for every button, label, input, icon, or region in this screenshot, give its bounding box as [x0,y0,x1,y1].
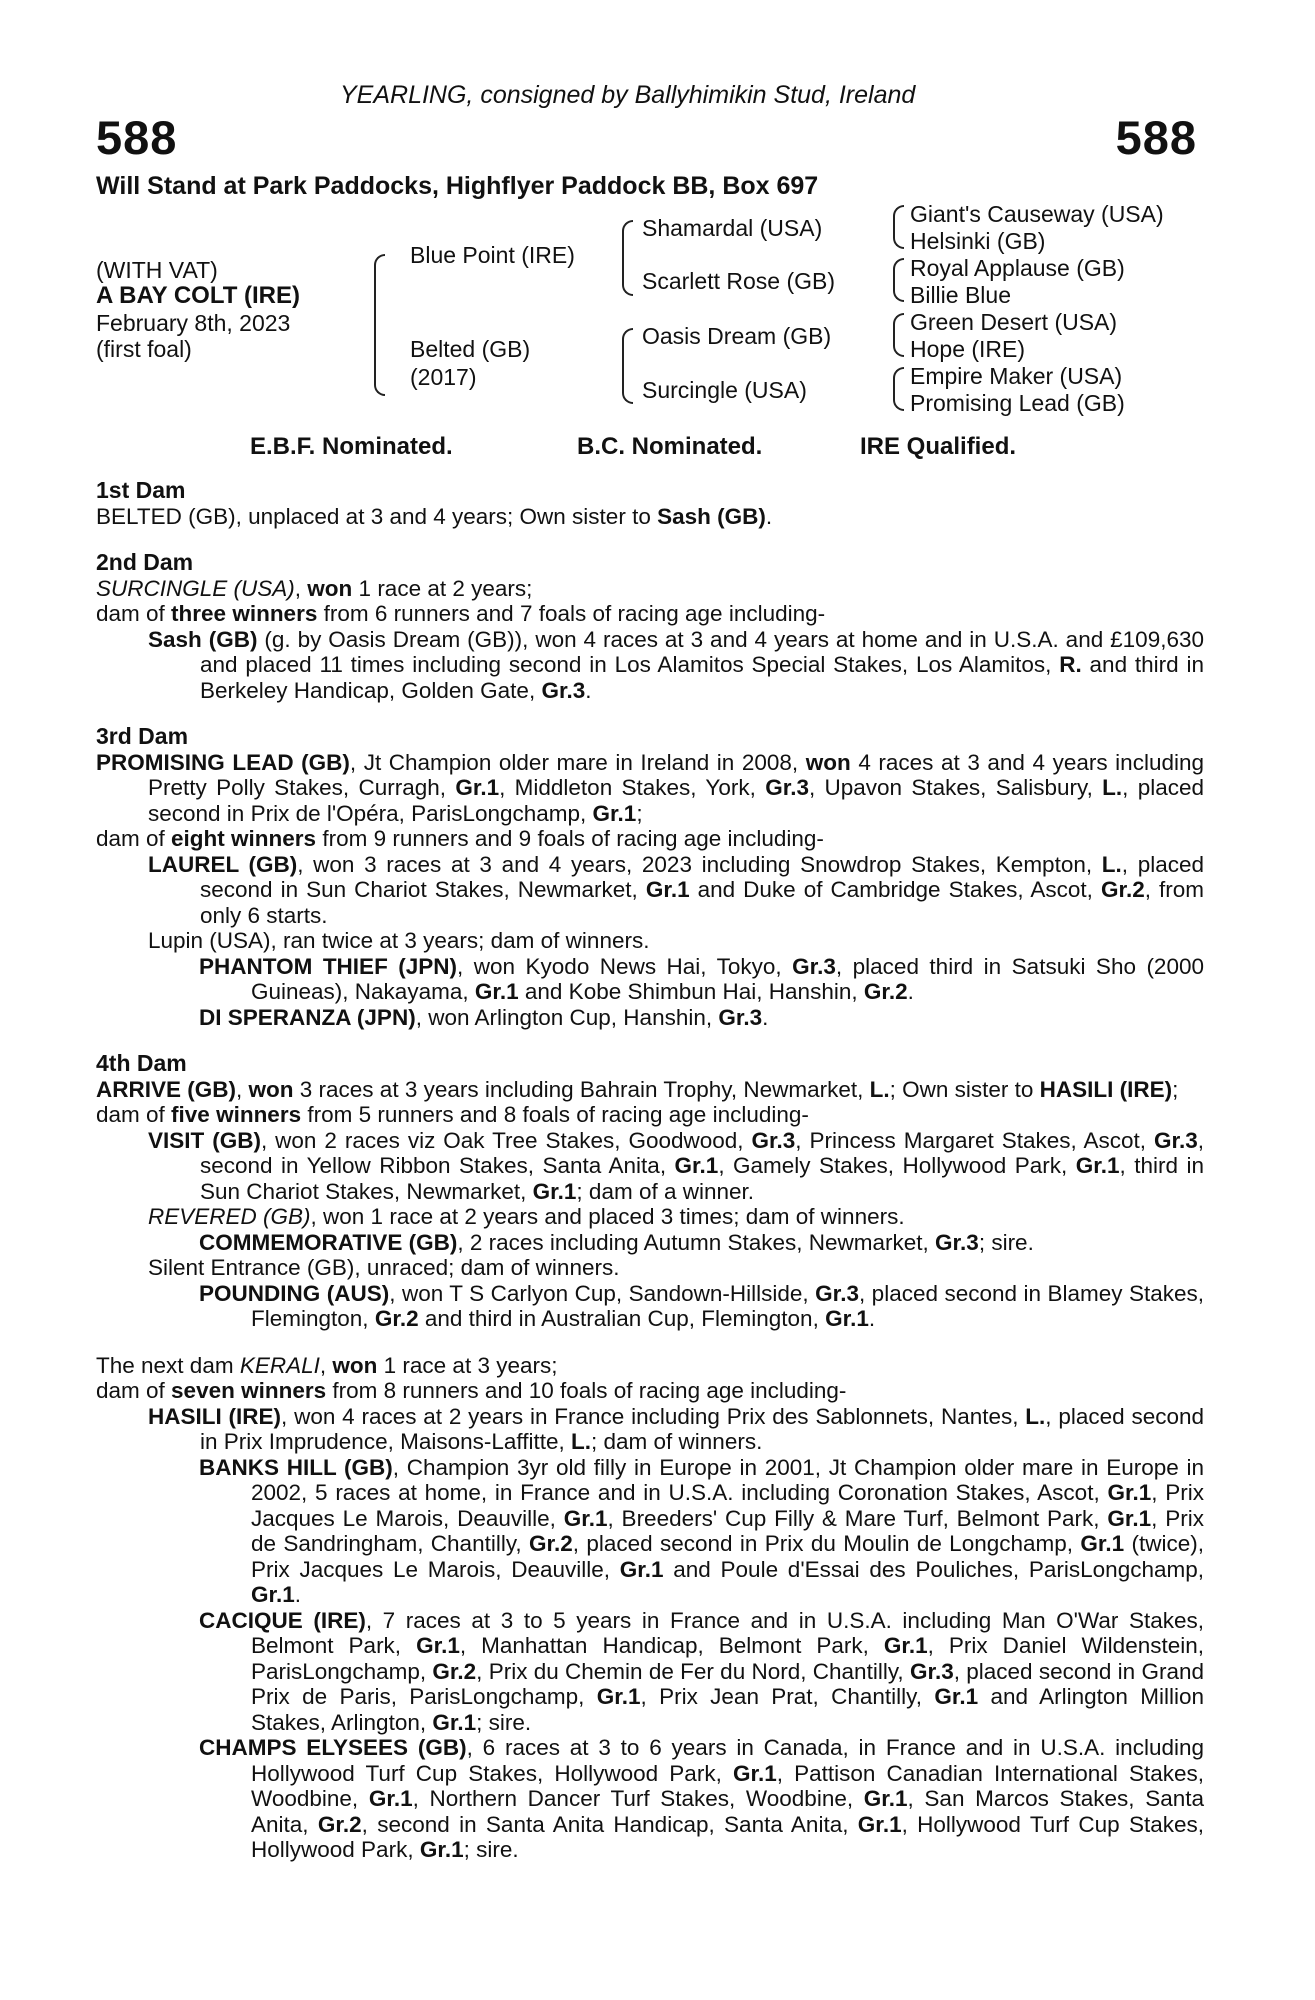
text-run: The next dam [96,1352,240,1378]
text-run: BELTED (GB), unplaced at 3 and 4 years; Own sister to [96,503,658,529]
text-run: and Arlington Million Stakes, Arlington, [251,1684,1204,1735]
text-run: from 6 runners and 7 foals of racing age including- [317,601,826,626]
bold-text: Gr.3 [751,1127,796,1153]
text-run: 4 races at 3 and 4 years including Pretty Polly Stakes, Curragh, [148,749,1204,800]
text-run: . [762,1004,769,1030]
text-run: ; sire. [978,1229,1034,1255]
bold-text: Gr.2 [432,1658,477,1684]
section-heading: 1st Dam [96,477,186,503]
entry-line [96,852,1204,929]
text-run: , [236,1076,249,1102]
text-run: ; sire. [463,1837,519,1862]
bold-text: seven winners [171,1378,327,1403]
entry-line [96,504,1204,530]
bold-text: Gr.1 [619,1556,664,1582]
bold-text: Gr.2 [863,979,908,1004]
bold-text: Gr.3 [718,1004,763,1030]
text-run: , Upavon Stakes, Salisbury, [808,775,1103,800]
entry-line [96,601,1204,627]
text-run: , second in Santa Anita Handicap, Santa Anita, [361,1811,858,1837]
bc-nomination: B.C. Nominated. [577,433,763,460]
bold-text: L. [1101,851,1122,877]
bold-text: won [332,1352,378,1378]
ire-qualification: IRE Qualified. [860,433,1017,460]
bold-text: Gr.3 [765,775,809,800]
bold-text: Gr.3 [1153,1127,1198,1153]
bold-text: BANKS HILL (GB) [199,1454,393,1480]
text-run: from 5 runners and 8 foals of racing age including- [301,1102,809,1127]
horse-name: A BAY COLT (IRE) [96,282,301,309]
text-run: , Hollywood Turf Cup Stakes, Hollywood Park, [251,1811,1204,1862]
bold-text: Gr.1 [934,1684,979,1709]
brace-ggp-1 [893,205,904,249]
bold-text: Sash (GB) [148,626,258,652]
dam-name: Belted (GB) [410,336,531,362]
bold-text: Gr.1 [474,979,519,1004]
bold-text: Gr.3 [792,953,836,979]
ggp-helsinki: Helsinki (GB) [910,228,1046,254]
bold-text: CHAMPS ELYSEES (GB) [199,1735,467,1760]
ggp-giants-causeway: Giant's Causeway (USA) [910,201,1164,227]
text-run: , Prix Jacques Le Marois, Deauville, [251,1480,1204,1531]
text-run: , from only 6 starts. [200,877,1204,928]
text-run: . [294,1582,302,1607]
bold-text: Gr.2 [1100,877,1145,902]
text-run: and third in Australian Cup, Flemington, [418,1306,826,1331]
entry-line [96,1255,1204,1281]
bold-text: Gr.1 [532,1178,577,1204]
text-run: . [868,1306,876,1331]
bold-text: Gr.1 [419,1837,464,1862]
bold-text: PROMISING LEAD (GB) [96,749,350,775]
bold-text: Gr.1 [732,1760,777,1786]
bold-text: Gr.1 [883,1633,928,1658]
bold-text: Gr.1 [416,1633,460,1658]
text-run: , Pattison Canadian International Stakes, Woodbine, [251,1760,1204,1811]
bold-text: Gr.3 [935,1229,979,1255]
bold-text: Gr.3 [541,677,586,703]
bold-text: Gr.1 [596,1684,641,1709]
entry-line [96,1378,1204,1404]
bold-text: L. [1102,775,1123,800]
bold-text: Gr.1 [674,1153,719,1178]
entry-line [96,1204,1204,1230]
text-run: , Prix du Chemin de Fer du Nord, Chantilly, [476,1658,910,1684]
text-run: , won Kyodo News Hai, Tokyo, [457,953,793,979]
bold-text: five winners [171,1102,302,1127]
italic-text: KERALI [239,1352,320,1378]
dam-section [96,550,1204,703]
text-run: ; [1172,1076,1179,1102]
entry-line [96,1128,1204,1205]
bold-text: R. [1059,652,1082,677]
text-run: , 6 races at 3 to 6 years in Canada, in France and in U.S.A. including Hollywood Turf Cup Stakes, Hollywood Park, [251,1735,1204,1786]
bold-text: DI SPERANZA (JPN) [199,1004,416,1030]
text-run: . [907,979,914,1004]
entry-line [96,826,1204,852]
text-run: ; [636,800,643,826]
entry-line [96,1735,1204,1863]
bold-text: Gr.1 [368,1786,413,1811]
ggp-billie-blue: Billie Blue [910,282,1011,308]
text-run: , won T S Carlyon Cup, Sandown-Hillside, [389,1280,816,1306]
text-run: , Prix Jean Prat, Chantilly, [640,1684,935,1709]
text-run: (g. by Oasis Dream (GB)), won 4 races at 3 and 4 years at home and in U.S.A. and £109,630 and placed 11 times including second in Los Alamitos Special Stakes, Los Alamitos, [200,626,1204,677]
text-run: 1 race at 2 years; [352,575,533,601]
ggp-promising-lead: Promising Lead (GB) [910,390,1125,416]
vat-note: (WITH VAT) [96,257,218,283]
section-heading: 4th Dam [96,1050,187,1076]
text-run: 1 race at 3 years; [377,1352,558,1378]
bold-text: LAUREL (GB) [148,851,298,877]
sire-name: Blue Point (IRE) [410,242,575,268]
text-run: , Gamely Stakes, Hollywood Park, [718,1153,1076,1178]
location-line: Will Stand at Park Paddocks, Highflyer Paddock BB, Box 697 [96,172,819,200]
bold-text: Gr.1 [563,1505,608,1531]
bold-text: Gr.1 [1080,1531,1125,1556]
bold-text: Gr.1 [863,1786,908,1811]
bold-text: eight winners [171,826,317,851]
entry-line [96,1455,1204,1608]
ggp-green-desert: Green Desert (USA) [910,309,1118,335]
text-run: , placed second in Prix Imprudence, Maisons-Laffitte, [200,1403,1204,1454]
dam-section [96,1353,1204,1863]
bold-text: PHANTOM THIEF (JPN) [199,953,458,979]
dam-section [96,724,1204,1030]
ggp-hope: Hope (IRE) [910,336,1026,362]
entry-line [96,1281,1204,1332]
bold-text: Gr.1 [455,775,500,800]
bold-text: Gr.1 [825,1306,869,1331]
bold-text: Gr.2 [317,1811,362,1837]
dam-year: (2017) [410,364,477,390]
text-run: , placed second in Prix du Moulin de Longchamp, [572,1531,1081,1556]
bold-text: Gr.1 [1075,1153,1120,1178]
text-run: and Duke of Cambridge Stakes, Ascot, [689,877,1101,902]
consignment-line: YEARLING, consigned by Ballyhimikin Stud, Ireland [340,81,916,109]
section-heading: 3rd Dam [96,723,189,749]
brace-parents [374,254,385,396]
text-run: ; dam of winners. [591,1429,763,1454]
text-run: , Jt Champion older mare in Ireland in 2008, [349,749,806,775]
text-run: , placed second in Sun Chariot Stakes, Newmarket, [200,851,1205,902]
text-run: , placed second in Grand Prix de Paris, ParisLongchamp, [251,1658,1204,1709]
text-run: dam of [96,826,172,851]
bold-text: Gr.1 [1107,1480,1152,1505]
brace-ggp-3 [893,313,904,357]
dam-dam: Surcingle (USA) [642,377,807,403]
ggp-empire-maker: Empire Maker (USA) [910,363,1123,389]
text-run: ; sire. [476,1709,532,1735]
entry-line [96,1077,1204,1103]
text-run: and Kobe Shimbun Hai, Hanshin, [518,979,864,1004]
brace-dam-parents [622,328,633,404]
dam-sire: Oasis Dream (GB) [642,323,832,349]
text-run: , placed second in Prix de l'Opéra, ParisLongchamp, [148,775,1204,826]
text-run: , Breeders' Cup Filly & Mare Turf, Belmont Park, [607,1505,1108,1531]
bold-text: POUNDING (AUS) [199,1280,390,1306]
entry-line [96,928,1204,954]
text-run: , Manhattan Handicap, Belmont Park, [459,1633,884,1658]
entry-line [96,750,1204,827]
italic-text: REVERED (GB) [148,1204,311,1229]
brace-ggp-4 [893,367,904,411]
entry-line [96,1404,1204,1455]
bold-text: Gr.2 [374,1306,419,1331]
text-run: , Northern Dancer Turf Stakes, Woodbine, [412,1786,864,1811]
entry-line [96,1608,1204,1736]
italic-text: SURCINGLE (USA) [96,575,295,601]
foal-note: (first foal) [96,336,192,362]
text-run: . [765,503,773,529]
text-run: , 7 races at 3 to 5 years in France and in U.S.A. including Man O'War Stakes, Belmont Park, [251,1607,1205,1658]
bold-text: COMMEMORATIVE (GB) [199,1229,458,1255]
text-run: , Prix de Sandringham, Chantilly, [251,1505,1204,1556]
lot-number-right: 588 [1115,111,1197,164]
entry-line [96,576,1204,602]
bold-text: Gr.1 [1107,1505,1152,1531]
bold-text: Sash (GB) [657,503,766,529]
bold-text: Gr.1 [645,877,690,902]
sire-sire: Shamardal (USA) [642,215,823,241]
lot-number-left: 588 [96,111,178,164]
entry-line [96,1005,1204,1031]
bold-text: HASILI (IRE) [148,1403,282,1429]
text-run: dam of [96,1102,172,1127]
sire-dam: Scarlett Rose (GB) [642,268,835,294]
ggp-royal-applause: Royal Applause (GB) [910,255,1125,281]
text-run: , Princess Margaret Stakes, Ascot, [795,1127,1154,1153]
foaling-date: February 8th, 2023 [96,310,291,336]
text-run: , placed second in Blamey Stakes, Flemington, [251,1280,1205,1331]
text-run: dam of [96,1378,172,1403]
bold-text: Gr.1 [251,1582,295,1607]
text-run: , placed third in Satsuki Sho (2000 Guineas), Nakayama, [251,953,1204,1004]
entry-line [96,1102,1204,1128]
brace-ggp-2 [893,258,904,302]
text-run: , third in Sun Chariot Stakes, Newmarket, [200,1153,1204,1204]
text-run: (twice), Prix Jacques Le Marois, Deauville, [251,1531,1204,1582]
text-run: , won Arlington Cup, Hanshin, [415,1004,719,1030]
bold-text: Gr.3 [909,1658,954,1684]
catalogue-body [96,478,1204,1863]
text-run: . [585,677,592,703]
entry-line [96,1353,1204,1379]
entry-line [96,1230,1204,1256]
bold-text: VISIT (GB) [148,1127,261,1153]
bold-text: ARRIVE (GB) [96,1076,236,1102]
ebf-nomination: E.B.F. Nominated. [250,433,453,460]
dam-section [96,1051,1204,1332]
entry-line [96,627,1204,704]
bold-text: L. [571,1429,591,1454]
bold-text: L. [1025,1403,1046,1429]
bold-text: L. [869,1076,890,1102]
text-run: ; Own sister to [889,1076,1040,1102]
bold-text: three winners [171,601,318,626]
text-run: Silent Entrance (GB), unraced; dam of winners. [148,1255,620,1280]
bold-text: Gr.3 [815,1280,859,1306]
bold-text: won [307,575,353,601]
text-run: , Champion 3yr old filly in Europe in 2001, Jt Champion older mare in Europe in 2002, 5 races at home, in France and in U.S.A. including Coronation Stakes, Ascot, [251,1454,1204,1505]
text-run: and third in Berkeley Handicap, Golden Gate, [200,652,1205,703]
brace-sire-parents [622,220,633,296]
text-run: ; dam of a winner. [576,1178,755,1204]
bold-text: Gr.1 [857,1811,902,1837]
text-run: dam of [96,601,172,626]
text-run: , won 4 races at 2 years in France including Prix des Sablonnets, Nantes, [281,1403,1026,1429]
text-run: and Poule d'Essai des Pouliches, ParisLongchamp, [663,1556,1204,1582]
bold-text: won [248,1076,294,1102]
text-run: , [319,1352,333,1378]
text-run: Lupin (USA), ran twice at 3 years; dam of winners. [148,928,650,953]
text-run: , San Marcos Stakes, Santa Anita, [251,1786,1204,1837]
bold-text: Gr.1 [432,1709,477,1735]
text-run: , [294,575,308,601]
text-run: , won 2 races viz Oak Tree Stakes, Goodwood, [260,1127,752,1153]
text-run: , Prix Daniel Wildenstein, ParisLongchamp, [251,1633,1205,1684]
text-run: from 8 runners and 10 foals of racing age including- [326,1378,847,1403]
text-run: from 9 runners and 9 foals of racing age including- [316,826,824,851]
text-run: 3 races at 3 years including Bahrain Trophy, Newmarket, [293,1076,870,1102]
text-run: , won 3 races at 3 and 4 years, 2023 including Snowdrop Stakes, Kempton, [297,851,1102,877]
bold-text: HASILI (IRE) [1039,1076,1173,1102]
text-run: , won 1 race at 2 years and placed 3 times; dam of winners. [310,1204,905,1229]
entry-line [96,954,1204,1005]
dam-section [96,478,1204,529]
bold-text: Gr.1 [592,800,637,826]
text-run: , second in Yellow Ribbon Stakes, Santa Anita, [200,1127,1204,1178]
text-run: , 2 races including Autumn Stakes, Newmarket, [457,1229,936,1255]
text-run: , Middleton Stakes, York, [499,775,766,800]
bold-text: CACIQUE (IRE) [199,1607,366,1633]
bold-text: won [805,749,851,775]
section-heading: 2nd Dam [96,549,194,575]
bold-text: Gr.2 [529,1531,573,1556]
